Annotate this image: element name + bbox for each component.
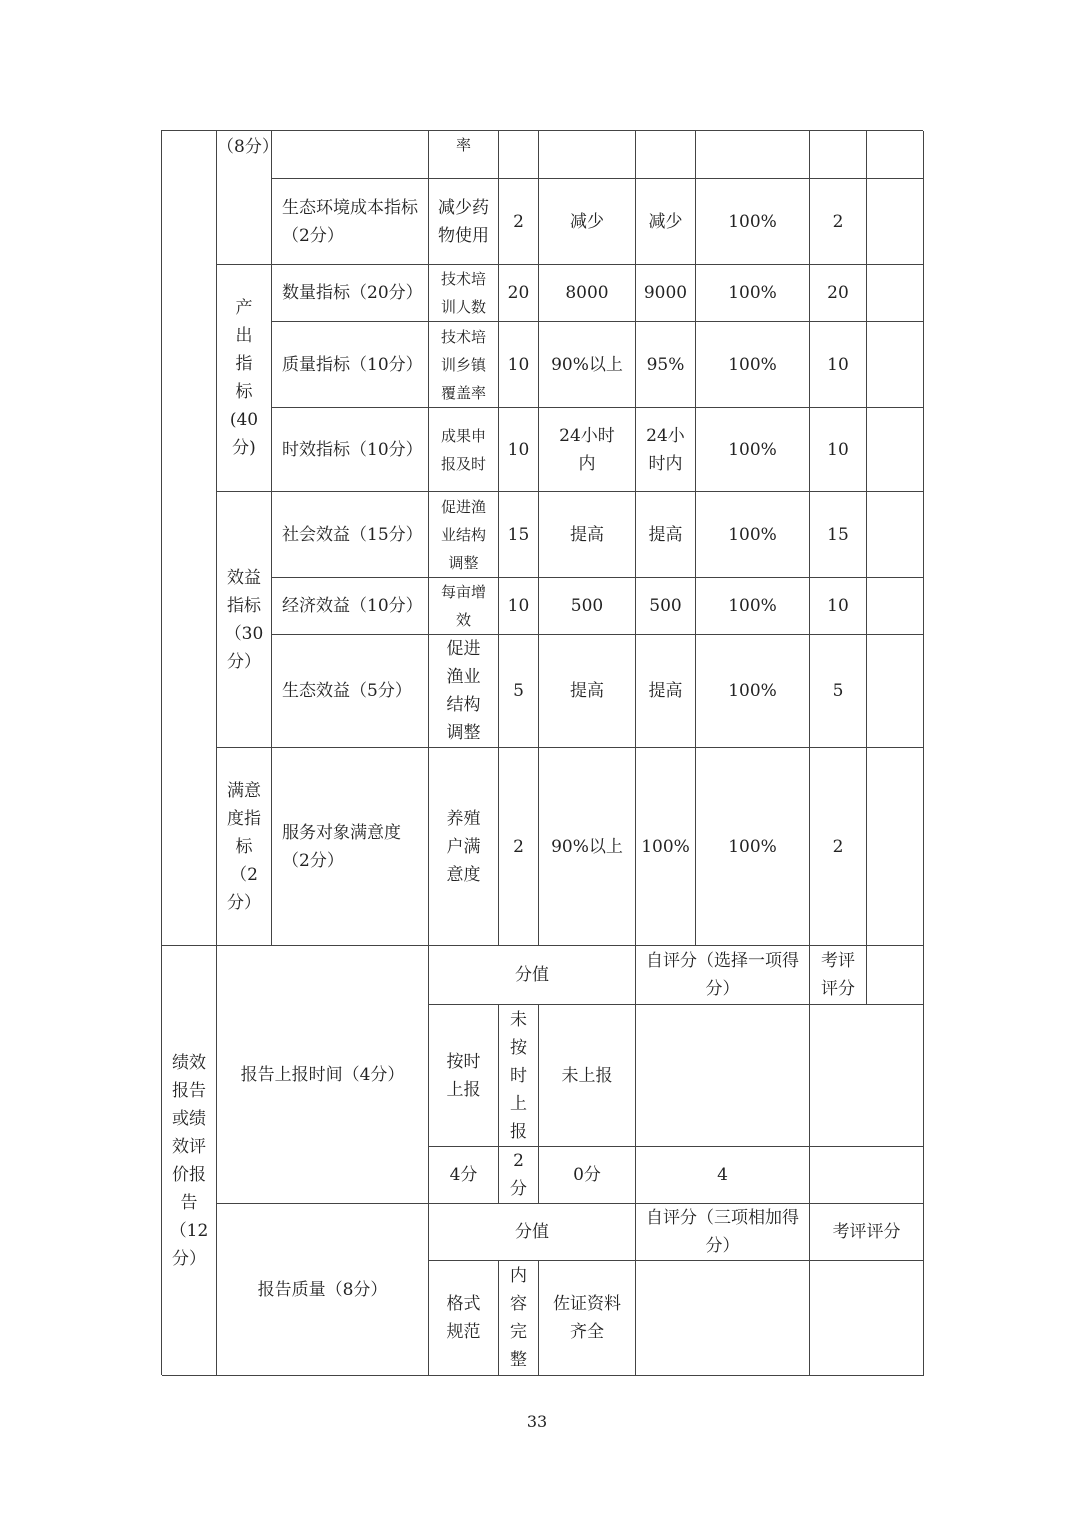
- satisfaction-name: 服务对象满意度（2分）: [272, 748, 429, 946]
- economic-score: 10: [810, 578, 867, 635]
- eco-cost-actual: 减少: [636, 179, 696, 265]
- timeliness-score: 10: [810, 408, 867, 492]
- eco-cost-indicator: 减少药物使用: [429, 179, 499, 265]
- timeliness-actual: 24小时内: [636, 408, 696, 492]
- eco-cost-weight: 2: [499, 179, 539, 265]
- ecological-indicator: 促进渔业结构调整: [429, 635, 499, 748]
- quantity-target: 8000: [539, 265, 636, 322]
- economic-weight: 10: [499, 578, 539, 635]
- quality-weight: 10: [499, 322, 539, 408]
- quantity-weight: 20: [499, 265, 539, 322]
- timeliness-rate: 100%: [696, 408, 810, 492]
- ecological-actual: 提高: [636, 635, 696, 748]
- quality-rate: 100%: [696, 322, 810, 408]
- carry-score-cell: [810, 131, 867, 179]
- report-group-cell: 绩效报告或绩效评价报告（12分）: [162, 946, 217, 1376]
- social-target: 提高: [539, 492, 636, 578]
- eco-cost-review: [867, 179, 924, 265]
- social-review: [867, 492, 924, 578]
- benefit-group-cell: 效益指标（30分）: [217, 492, 272, 748]
- social-actual: 提高: [636, 492, 696, 578]
- carry-weight-cell: [499, 131, 539, 179]
- timeliness-weight: 10: [499, 408, 539, 492]
- satisfaction-group-cell: 满意度指标（2分）: [217, 748, 272, 946]
- eco-cost-score: 2: [810, 179, 867, 265]
- economic-target: 500: [539, 578, 636, 635]
- report-time-points-none: 0分: [539, 1147, 636, 1204]
- report-quality-option-content: 内容完整: [499, 1261, 539, 1376]
- report-time-option-none: 未上报: [539, 1005, 636, 1147]
- report-time-points-late: 2分: [499, 1147, 539, 1204]
- quality-target: 90%以上: [539, 322, 636, 408]
- ecological-score: 5: [810, 635, 867, 748]
- ecological-review: [867, 635, 924, 748]
- economic-indicator: 每亩增效: [429, 578, 499, 635]
- quality-score: 10: [810, 322, 867, 408]
- timeliness-name: 时效指标（10分）: [272, 408, 429, 492]
- quality-name: 质量指标（10分）: [272, 322, 429, 408]
- page-number: 33: [526, 1412, 548, 1431]
- timeliness-target: 24小时内: [539, 408, 636, 492]
- quality-review: [867, 322, 924, 408]
- report-time-points-ontime: 4分: [429, 1147, 499, 1204]
- economic-actual: 500: [636, 578, 696, 635]
- carry-rate-cell: [696, 131, 810, 179]
- carry-target-cell: [539, 131, 636, 179]
- social-weight: 15: [499, 492, 539, 578]
- report-time-option-ontime: 按时上报: [429, 1005, 499, 1147]
- quantity-name: 数量指标（20分）: [272, 265, 429, 322]
- carry-indicator-cell: 率: [429, 131, 499, 179]
- quantity-indicator: 技术培训人数: [429, 265, 499, 322]
- social-rate: 100%: [696, 492, 810, 578]
- satisfaction-weight: 2: [499, 748, 539, 946]
- report-time-value-header: 分值: [429, 946, 636, 1005]
- report-time-self-score: 4: [636, 1147, 810, 1204]
- social-name: 社会效益（15分）: [272, 492, 429, 578]
- report-quality-name: 报告质量（8分）: [217, 1204, 429, 1376]
- ecological-target: 提高: [539, 635, 636, 748]
- quantity-actual: 9000: [636, 265, 696, 322]
- satisfaction-score: 2: [810, 748, 867, 946]
- ecological-weight: 5: [499, 635, 539, 748]
- carry-review-cell: [867, 131, 924, 179]
- report-time-option-late: 未按时上报: [499, 1005, 539, 1147]
- social-indicator: 促进渔业结构调整: [429, 492, 499, 578]
- eco-cost-rate: 100%: [696, 179, 810, 265]
- quality-actual: 95%: [636, 322, 696, 408]
- report-quality-value-header: 分值: [429, 1204, 636, 1261]
- report-quality-option-format: 格式规范: [429, 1261, 499, 1376]
- satisfaction-rate: 100%: [696, 748, 810, 946]
- carry-name-cell: [272, 131, 429, 179]
- report-time-review-blank-2: [810, 1005, 924, 1147]
- report-time-name: 报告上报时间（4分）: [217, 946, 429, 1204]
- quantity-score: 20: [810, 265, 867, 322]
- economic-rate: 100%: [696, 578, 810, 635]
- output-group-cell: 产出指标(40分): [217, 265, 272, 492]
- eco-cost-target: 减少: [539, 179, 636, 265]
- report-quality-review-header: 考评评分: [810, 1204, 924, 1261]
- timeliness-review: [867, 408, 924, 492]
- carry-actual-cell: [636, 131, 696, 179]
- report-time-review-header: 考评评分: [810, 946, 867, 1005]
- report-time-self-blank: [636, 1005, 810, 1147]
- satisfaction-indicator: 养殖户满意度: [429, 748, 499, 946]
- eco-cost-name: 生态环境成本指标（2分）: [272, 179, 429, 265]
- economic-review: [867, 578, 924, 635]
- report-quality-review-blank: [810, 1261, 924, 1376]
- report-time-self-header: 自评分（选择一项得分）: [636, 946, 810, 1005]
- report-time-review-score: [810, 1147, 924, 1204]
- quantity-review: [867, 265, 924, 322]
- group-cell-cost-tail: （8分）: [217, 131, 272, 265]
- satisfaction-review: [867, 748, 924, 946]
- report-time-review-blank: [867, 946, 924, 1005]
- report-quality-option-evidence: 佐证资料齐全: [539, 1261, 636, 1376]
- satisfaction-actual: 100%: [636, 748, 696, 946]
- social-score: 15: [810, 492, 867, 578]
- satisfaction-target: 90%以上: [539, 748, 636, 946]
- ecological-name: 生态效益（5分）: [272, 635, 429, 748]
- ecological-rate: 100%: [696, 635, 810, 748]
- evaluation-table: [161, 130, 923, 1375]
- quality-indicator: 技术培训乡镇覆盖率: [429, 322, 499, 408]
- economic-name: 经济效益（10分）: [272, 578, 429, 635]
- quantity-rate: 100%: [696, 265, 810, 322]
- category-cell-blank: [162, 131, 217, 946]
- report-quality-self-blank: [636, 1261, 810, 1376]
- report-quality-self-header: 自评分（三项相加得分）: [636, 1204, 810, 1261]
- timeliness-indicator: 成果申报及时: [429, 408, 499, 492]
